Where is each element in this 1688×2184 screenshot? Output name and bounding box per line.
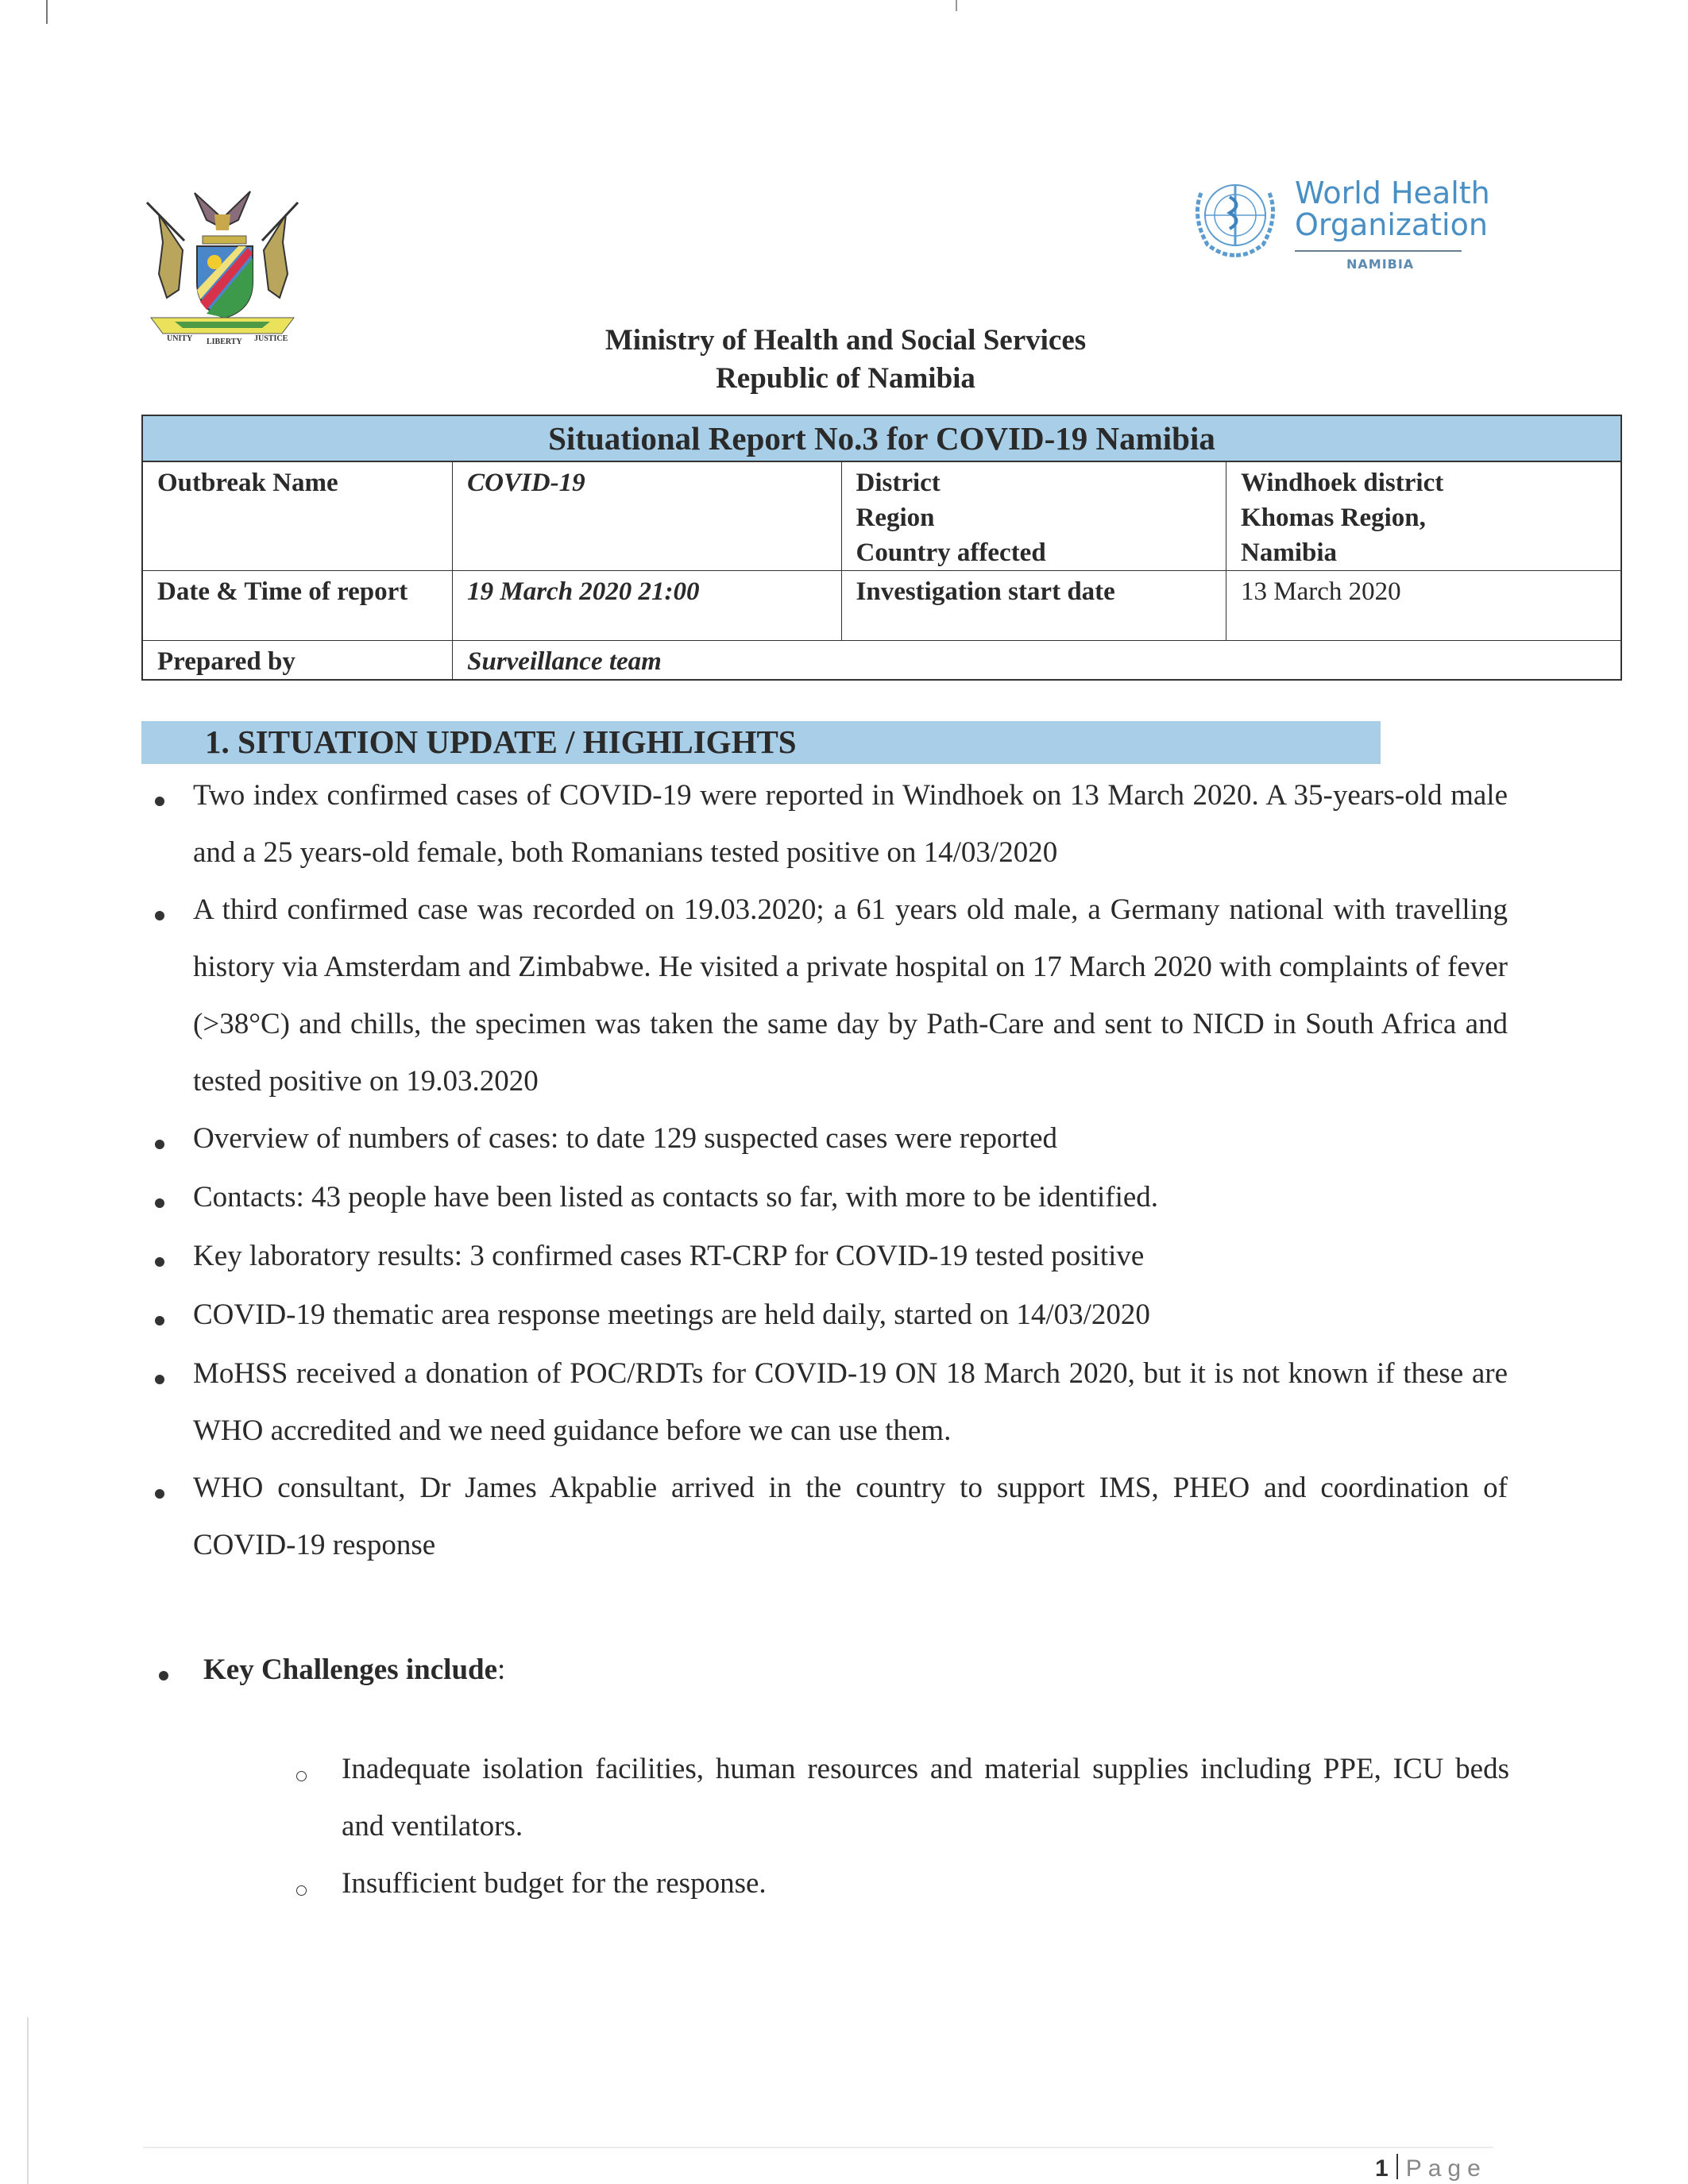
sub-bullet-icon — [296, 1885, 307, 1896]
who-name-line2: Organization — [1295, 207, 1488, 242]
bullet-icon — [155, 1489, 164, 1499]
bullet-icon — [155, 1198, 164, 1208]
sub-bullet-icon — [296, 1771, 307, 1781]
who-logo — [1184, 163, 1501, 282]
highlight-item: A third confirmed case was recorded on 19.03.2020; a 61 years old male, a Germany national with travelling history via Amsterdam and Zimbabwe. He visited a private hospital on 17 March 2020 with complaints of fever (>38°C) and chills, the specimen was taken the same day by Path-Care and sent to NICD in South Africa and tested positive on 19.03.2020 — [193, 893, 1508, 1098]
region-label: Region — [856, 504, 935, 532]
outbreak-name-label: Outbreak Name — [142, 461, 453, 571]
prepared-by-label: Prepared by — [142, 641, 453, 681]
highlight-item: COVID-19 thematic area response meetings are held daily, started on 14/03/2020 — [193, 1298, 1150, 1331]
bullet-icon — [155, 1140, 164, 1149]
bullet-icon — [159, 1671, 168, 1680]
challenges-colon: : — [497, 1653, 506, 1686]
footer-divider — [143, 2147, 1493, 2148]
page-number — [1375, 2154, 1487, 2182]
location-labels — [841, 461, 1226, 571]
location-values — [1226, 461, 1621, 571]
scan-artifact — [956, 0, 957, 11]
scan-artifact — [46, 0, 48, 24]
bullet-icon — [155, 797, 164, 806]
district-value: Windhoek district — [1241, 469, 1444, 497]
country-label: Country affected — [856, 538, 1046, 567]
challenge-item: Inadequate isolation facilities, human resources and material supplies including PPE, ICU beds and ventilators. — [342, 1753, 1509, 1843]
republic-name: Republic of Namibia — [716, 362, 975, 395]
who-name-line1: World Health — [1295, 176, 1490, 210]
svg-text:UNITY: UNITY — [167, 334, 193, 343]
coat-of-arms-icon — [127, 171, 318, 345]
page-label: Page — [1405, 2155, 1487, 2182]
page-number-value: 1 — [1375, 2155, 1389, 2182]
report-date-label: Date & Time of report — [142, 571, 453, 641]
page-separator — [1396, 2154, 1398, 2179]
bullet-icon — [155, 1375, 164, 1384]
region-value: Khomas Region, — [1241, 504, 1426, 532]
highlight-item: WHO consultant, Dr James Akpablie arrived in the country to support IMS, PHEO and coordination of COVID-19 response — [193, 1472, 1508, 1561]
outbreak-name-value: COVID-19 — [453, 461, 841, 571]
investigation-start-value: 13 March 2020 — [1226, 571, 1621, 641]
highlight-item: Contacts: 43 people have been listed as contacts so far, with more to be identified. — [193, 1181, 1159, 1214]
who-divider — [1295, 250, 1462, 252]
challenges-label: Key Challenges include — [203, 1653, 498, 1686]
highlight-item: Two index confirmed cases of COVID-19 were reported in Windhoek on 13 March 2020. A 35-years-old male and a 25 years-old female, both Romanians tested positive on 14/03/2020 — [193, 779, 1508, 869]
challenge-item: Insufficient budget for the response. — [342, 1867, 767, 1900]
bullet-icon — [155, 911, 164, 920]
challenges-heading — [203, 1642, 1518, 1699]
investigation-start-label: Investigation start date — [841, 571, 1226, 641]
who-country: NAMIBIA — [1346, 257, 1415, 272]
scan-artifact — [27, 2017, 29, 2184]
district-label: District — [856, 469, 941, 497]
report-date-value: 19 March 2020 21:00 — [453, 571, 841, 641]
country-value: Namibia — [1241, 538, 1338, 567]
highlight-item: Key laboratory results: 3 confirmed cases RT-CRP for COVID-19 tested positive — [193, 1240, 1145, 1272]
prepared-by-value: Surveillance team — [453, 641, 1621, 681]
svg-text:JUSTICE: JUSTICE — [254, 334, 288, 343]
ministry-heading — [0, 322, 1688, 398]
bullet-icon — [155, 1316, 164, 1325]
highlight-item: Overview of numbers of cases: to date 129 suspected cases were reported — [193, 1122, 1058, 1155]
report-title: Situational Report No.3 for COVID-19 Namibia — [142, 415, 1621, 461]
report-info-table — [141, 415, 1622, 681]
bullet-icon — [155, 1257, 164, 1267]
svg-text:LIBERTY: LIBERTY — [207, 338, 242, 345]
ministry-name: Ministry of Health and Social Services — [605, 324, 1087, 357]
highlight-item: MoHSS received a donation of POC/RDTs for COVID-19 ON 18 March 2020, but it is not known if these are WHO accredited and we need guidance before we can use them. — [193, 1357, 1508, 1447]
namibia-coat-of-arms-logo — [127, 171, 318, 345]
section-title: 1. SITUATION UPDATE / HIGHLIGHTS — [205, 723, 797, 760]
who-emblem-icon — [1184, 169, 1287, 264]
